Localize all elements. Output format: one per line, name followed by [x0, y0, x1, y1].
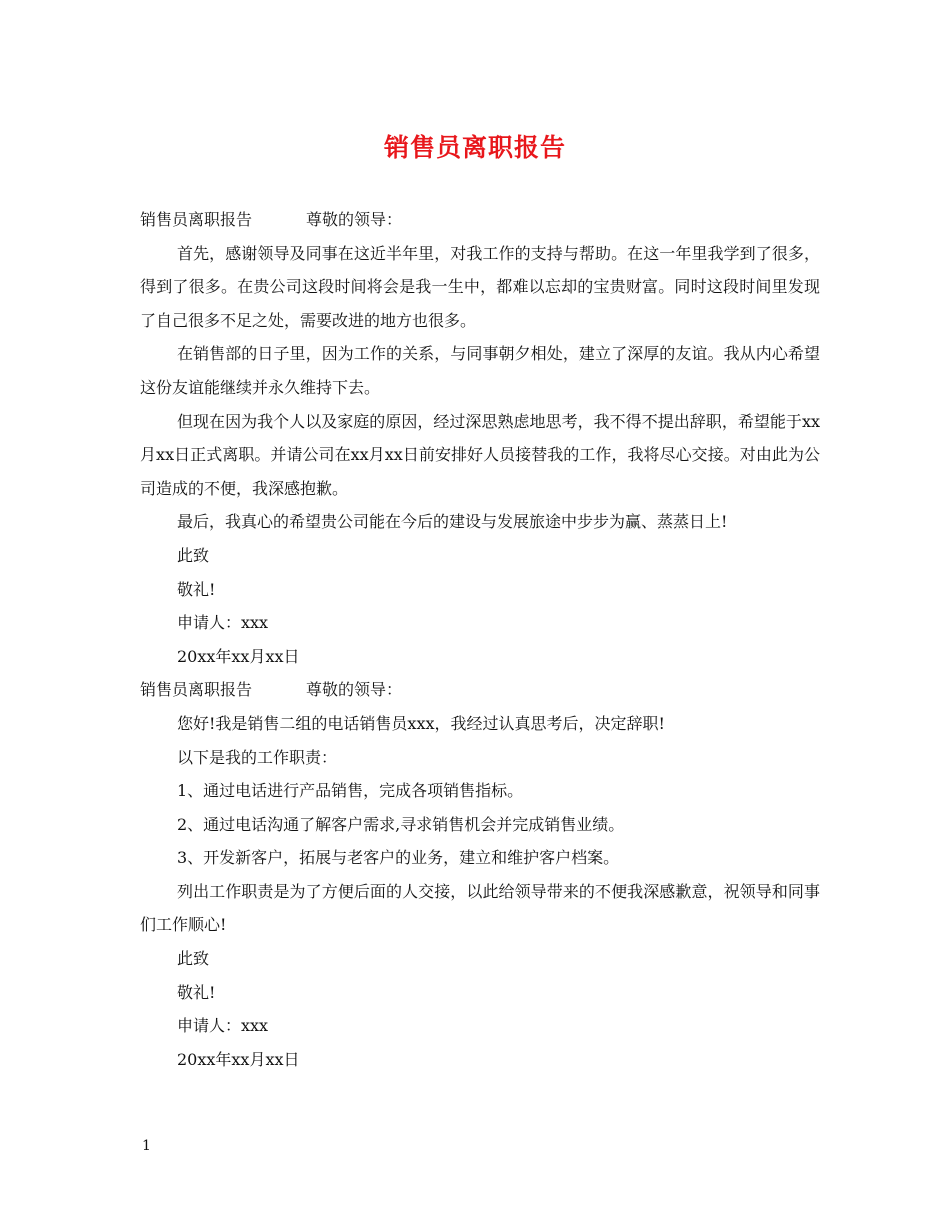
letter2-intro: 您好!我是销售二组的电话销售员xxx，我经过认真思考后，决定辞职!: [177, 713, 665, 733]
letter2-salutation: 尊敬的领导：: [306, 680, 403, 700]
letter1-closing-2: 敬礼!: [177, 579, 216, 599]
letter2-closing-2: 敬礼!: [177, 982, 216, 1002]
letter1-closing-1: 此致: [177, 545, 210, 565]
letter2-applicant: 申请人：xxx: [177, 1016, 269, 1036]
letter1-applicant: 申请人：xxx: [177, 613, 269, 633]
letter2-duty-item: 3、开发新客户，拓展与老客户的业务，建立和维护客户档案。: [177, 848, 620, 868]
letter1-paragraph: 在销售部的日子里，因为工作的关系，与同事朝夕相处，建立了深厚的友谊。我从内心希望这份友谊能继续并永久维持下去。: [140, 344, 820, 397]
letter2-duty-item: 2、通过电话沟通了解客户需求,寻求销售机会并完成销售业绩。: [177, 814, 625, 834]
letter2-salutation-line: [140, 673, 820, 707]
letter2-conclusion: 列出工作职责是为了方便后面的人交接，以此给领导带来的不便我深感歉意，祝领导和同事们工作顺心!: [140, 881, 820, 935]
letter1-heading: 销售员离职报告: [140, 210, 253, 229]
letter2-heading: 销售员离职报告: [140, 680, 253, 700]
page-number: 1: [142, 1138, 151, 1154]
letter2-duties-intro: 以下是我的工作职责：: [177, 747, 338, 767]
letter1-paragraph: 最后，我真心的希望贵公司能在今后的建设与发展旅途中步步为赢、蒸蒸日上!: [177, 512, 728, 532]
letter2-closing-1: 此致: [177, 949, 210, 969]
document-body: [140, 203, 820, 1076]
letter2-duty-item: 1、通过电话进行产品销售，完成各项销售指标。: [177, 781, 524, 801]
letter1-date: 20xx年xx月xx日: [177, 646, 300, 666]
letter1-paragraph: 但现在因为我个人以及家庭的原因，经过深思熟虑地思考，我不得不提出辞职，希望能于xx月xx日正式离职。并请公司在xx月xx日前安排好人员接替我的工作，我将尽心交接。对由此为公司造成的不便，我深感抱歉。: [140, 411, 820, 498]
letter1-paragraph: 首先，感谢领导及同事在这近半年里，对我工作的支持与帮助。在这一年里我学到了很多，得到了很多。在贵公司这段时间将会是我一生中，都难以忘却的宝贵财富。同时这段时间里发现了自己很多不足之处，需要改进的地方也很多。: [140, 243, 820, 330]
letter1-salutation-line: [140, 203, 820, 237]
letter1-salutation: 尊敬的领导：: [306, 210, 403, 229]
document-title: 销售员离职报告: [383, 133, 566, 162]
letter2-date: 20xx年xx月xx日: [177, 1049, 300, 1069]
